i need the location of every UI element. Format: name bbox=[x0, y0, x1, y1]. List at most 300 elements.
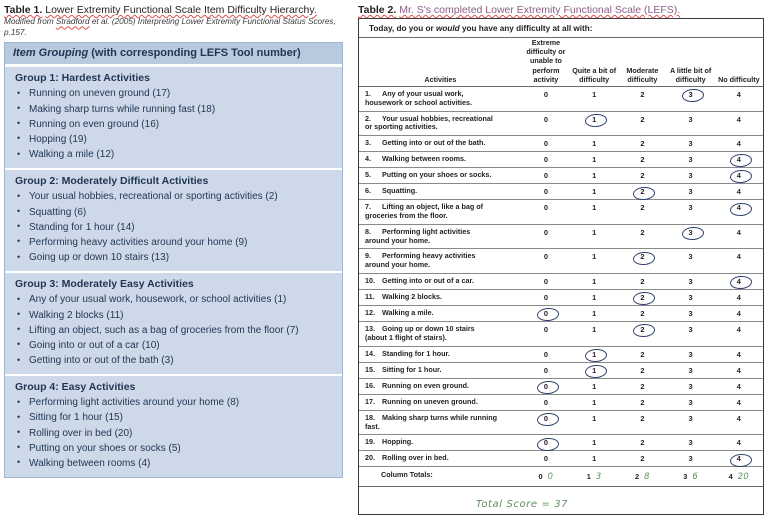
answer-value: 0 bbox=[543, 325, 548, 335]
answer-option-4[interactable] bbox=[715, 249, 763, 274]
answer-value: 2 bbox=[640, 155, 645, 165]
answer-option-1[interactable] bbox=[570, 306, 618, 322]
answer-option-0[interactable] bbox=[522, 378, 570, 394]
question-number: 12. bbox=[365, 308, 375, 318]
column-total-0 bbox=[522, 467, 570, 486]
answer-value: 1 bbox=[592, 171, 597, 181]
answer-option-3[interactable] bbox=[667, 184, 715, 200]
list-item bbox=[15, 396, 334, 411]
answer-value: 2 bbox=[640, 171, 645, 181]
question-text bbox=[359, 274, 522, 290]
column-total-1 bbox=[570, 467, 618, 486]
list-item bbox=[15, 102, 334, 117]
answer-value: 4 bbox=[736, 381, 741, 391]
answer-option-3[interactable] bbox=[667, 394, 715, 410]
question-number: 13. bbox=[365, 324, 375, 334]
answer-value: 4 bbox=[736, 438, 741, 448]
group-3-title: Group 3: Moderately Easy Activities bbox=[15, 277, 194, 290]
circled-answer: 4 bbox=[730, 455, 748, 462]
answer-value: 1 bbox=[592, 381, 597, 391]
answer-value: 0 bbox=[543, 365, 548, 375]
list-item bbox=[15, 456, 334, 471]
total-score-row bbox=[359, 487, 763, 519]
col-header-extreme: Extreme difficulty or unable to perform activity bbox=[522, 38, 570, 87]
answer-option-4[interactable] bbox=[715, 346, 763, 362]
answer-value: 2 bbox=[640, 438, 645, 448]
lefs-header-row bbox=[359, 38, 763, 87]
table2-caption-label: Table 2. bbox=[358, 4, 397, 16]
answer-option-1[interactable] bbox=[570, 200, 618, 225]
question-text bbox=[359, 451, 522, 467]
answer-option-0[interactable] bbox=[522, 87, 570, 112]
answer-option-1[interactable] bbox=[570, 136, 618, 152]
table1-body bbox=[4, 42, 343, 478]
list-item bbox=[15, 205, 334, 220]
list-item bbox=[15, 426, 334, 441]
question-label: Performing light activities bbox=[382, 226, 471, 236]
form-prompt-emphasis: would bbox=[436, 24, 460, 33]
table1-caption-label: Table 1. bbox=[4, 4, 43, 16]
question-text bbox=[359, 87, 522, 112]
answer-option-1[interactable] bbox=[570, 184, 618, 200]
circled-answer: 1 bbox=[585, 116, 603, 123]
list-item-label: Rolling over in bed (20) bbox=[29, 427, 133, 439]
group-4-title: Group 4: Easy Activities bbox=[15, 380, 136, 393]
answer-option-0[interactable] bbox=[522, 451, 570, 467]
answer-option-0[interactable] bbox=[522, 306, 570, 322]
list-item-label: Any of your usual work, housework, or school activities (1) bbox=[29, 294, 287, 306]
handwritten-total: 8 bbox=[644, 471, 650, 482]
answer-option-2[interactable] bbox=[618, 394, 666, 410]
answer-option-3[interactable] bbox=[667, 362, 715, 378]
question-label: Standing for 1 hour. bbox=[382, 348, 450, 358]
circled-answer: 2 bbox=[633, 253, 651, 260]
answer-value: 2 bbox=[640, 413, 645, 423]
answer-value: 0 bbox=[543, 114, 548, 124]
answer-option-4[interactable] bbox=[715, 322, 763, 347]
answer-value: 3 bbox=[688, 252, 693, 262]
answer-value: 4 bbox=[736, 309, 741, 319]
answer-option-2[interactable] bbox=[618, 362, 666, 378]
circled-answer: 2 bbox=[633, 188, 651, 195]
question-text bbox=[359, 378, 522, 394]
answer-option-3[interactable] bbox=[667, 378, 715, 394]
list-item-label: Getting into or out of the bath (3) bbox=[29, 355, 174, 367]
answer-value: 3 bbox=[688, 397, 693, 407]
answer-option-1[interactable] bbox=[570, 111, 618, 136]
answer-value: 0 bbox=[543, 90, 548, 100]
table1-subtitle-part2: et al. (2005) Interpreting Lower Extremity Functional Status Scores, p.157. bbox=[4, 17, 336, 37]
answer-option-2[interactable] bbox=[618, 346, 666, 362]
answer-option-3[interactable] bbox=[667, 249, 715, 274]
table2-panel bbox=[356, 0, 766, 520]
answer-value: 3 bbox=[688, 413, 693, 423]
question-number: 8. bbox=[365, 226, 371, 236]
answer-option-0[interactable] bbox=[522, 136, 570, 152]
answer-value: 0 bbox=[543, 187, 548, 197]
group-3 bbox=[5, 271, 342, 374]
list-item bbox=[15, 251, 334, 266]
answer-option-2[interactable] bbox=[618, 224, 666, 249]
question-label: Performing heavy activities bbox=[382, 251, 476, 261]
answer-option-1[interactable] bbox=[570, 410, 618, 435]
question-text bbox=[359, 410, 522, 435]
question-number: 5. bbox=[365, 170, 371, 180]
bullet-icon: • bbox=[17, 87, 21, 98]
bullet-icon: • bbox=[17, 236, 21, 247]
answer-value: 4 bbox=[736, 252, 741, 262]
answer-option-1[interactable] bbox=[570, 274, 618, 290]
question-text bbox=[359, 290, 522, 306]
question-text bbox=[359, 435, 522, 451]
question-number: 6. bbox=[365, 186, 371, 196]
answer-option-1[interactable] bbox=[570, 346, 618, 362]
answer-value: 2 bbox=[640, 381, 645, 391]
answer-option-1[interactable] bbox=[570, 362, 618, 378]
question-label-line2: housework or school activities. bbox=[365, 97, 473, 107]
answer-option-2[interactable] bbox=[618, 290, 666, 306]
answer-option-0[interactable] bbox=[522, 274, 570, 290]
answer-option-2[interactable] bbox=[618, 274, 666, 290]
question-label: Making sharp turns while running bbox=[382, 412, 498, 422]
question-number: 3. bbox=[365, 138, 371, 148]
answer-option-3[interactable] bbox=[667, 87, 715, 112]
table1-header-main: Item Grouping bbox=[13, 46, 89, 59]
answer-value: 1 bbox=[592, 454, 597, 464]
answer-value: 0 bbox=[543, 171, 548, 181]
answer-option-3[interactable] bbox=[667, 451, 715, 467]
answer-option-1[interactable] bbox=[570, 224, 618, 249]
table-row bbox=[359, 136, 763, 152]
answer-option-4[interactable] bbox=[715, 394, 763, 410]
column-total-anchor: 4 bbox=[728, 472, 733, 482]
answer-option-3[interactable] bbox=[667, 111, 715, 136]
circled-answer: 2 bbox=[633, 326, 651, 333]
answer-value: 2 bbox=[640, 139, 645, 149]
table1-header-sub: (with corresponding LEFS Tool number) bbox=[91, 46, 301, 59]
list-item bbox=[15, 411, 334, 426]
table-row bbox=[359, 394, 763, 410]
question-text bbox=[359, 249, 522, 274]
answer-value: 3 bbox=[688, 171, 693, 181]
answer-option-4[interactable] bbox=[715, 290, 763, 306]
group-1-title: Group 1: Hardest Activities bbox=[15, 71, 150, 84]
table-row bbox=[359, 224, 763, 249]
answer-value: 4 bbox=[736, 365, 741, 375]
question-label: Sitting for 1 hour. bbox=[382, 364, 442, 374]
table-row bbox=[359, 152, 763, 168]
question-number: 15. bbox=[365, 364, 375, 374]
list-item bbox=[15, 354, 334, 369]
answer-option-1[interactable] bbox=[570, 249, 618, 274]
circled-answer: 0 bbox=[537, 310, 555, 317]
list-item-label: Performing heavy activities around your home (9) bbox=[29, 236, 248, 248]
answer-option-0[interactable] bbox=[522, 394, 570, 410]
circled-answer: 3 bbox=[682, 91, 700, 98]
answer-option-4[interactable] bbox=[715, 184, 763, 200]
answer-value: 4 bbox=[736, 90, 741, 100]
question-label-line2: or sporting activities. bbox=[365, 122, 438, 132]
answer-option-3[interactable] bbox=[667, 346, 715, 362]
table-row bbox=[359, 451, 763, 467]
answer-option-0[interactable] bbox=[522, 410, 570, 435]
answer-option-0[interactable] bbox=[522, 224, 570, 249]
list-item-label: Squatting (6) bbox=[29, 206, 87, 218]
list-item bbox=[15, 323, 334, 338]
question-number: 20. bbox=[365, 453, 375, 463]
answer-option-2[interactable] bbox=[618, 435, 666, 451]
answer-value: 1 bbox=[592, 203, 597, 213]
question-label: Getting into or out of the bath. bbox=[382, 138, 486, 148]
lefs-table-head bbox=[359, 38, 763, 87]
bullet-icon: • bbox=[17, 457, 21, 468]
circled-answer: 4 bbox=[730, 278, 748, 285]
answer-option-0[interactable] bbox=[522, 346, 570, 362]
question-text bbox=[359, 346, 522, 362]
handwritten-total: 20 bbox=[737, 471, 750, 482]
answer-option-2[interactable] bbox=[618, 136, 666, 152]
answer-option-0[interactable] bbox=[522, 249, 570, 274]
bullet-icon: • bbox=[17, 133, 21, 144]
answer-option-3[interactable] bbox=[667, 290, 715, 306]
list-item-label: Running on uneven ground (17) bbox=[29, 88, 171, 100]
answer-value: 1 bbox=[592, 438, 597, 448]
question-number: 16. bbox=[365, 380, 375, 390]
answer-value: 0 bbox=[543, 397, 548, 407]
answer-option-2[interactable] bbox=[618, 184, 666, 200]
answer-value: 1 bbox=[592, 252, 597, 262]
answer-option-4[interactable] bbox=[715, 136, 763, 152]
question-number: 7. bbox=[365, 202, 371, 212]
table1-subtitle bbox=[0, 16, 347, 40]
question-text bbox=[359, 184, 522, 200]
answer-option-4[interactable] bbox=[715, 410, 763, 435]
answer-option-3[interactable] bbox=[667, 152, 715, 168]
bullet-icon: • bbox=[17, 396, 21, 407]
question-number: 9. bbox=[365, 251, 371, 261]
question-text bbox=[359, 306, 522, 322]
list-item-label: Running on even ground (16) bbox=[29, 118, 160, 130]
answer-value: 0 bbox=[543, 203, 548, 213]
question-label: Walking 2 blocks. bbox=[382, 292, 443, 302]
answer-value: 2 bbox=[640, 309, 645, 319]
answer-option-0[interactable] bbox=[522, 322, 570, 347]
bullet-icon: • bbox=[17, 118, 21, 129]
question-label-line2: around your home. bbox=[365, 235, 431, 245]
answer-option-2[interactable] bbox=[618, 249, 666, 274]
answer-option-3[interactable] bbox=[667, 306, 715, 322]
list-item-label: Walking a mile (12) bbox=[29, 149, 115, 161]
question-label: Running on even ground. bbox=[382, 380, 470, 390]
table1-panel bbox=[0, 0, 347, 520]
answer-option-2[interactable] bbox=[618, 410, 666, 435]
answer-option-2[interactable] bbox=[618, 378, 666, 394]
question-label-line2: (about 1 flight of stairs). bbox=[365, 332, 447, 342]
table-row bbox=[359, 200, 763, 225]
total-score-value: Total Score = 37 bbox=[475, 498, 569, 510]
bullet-icon: • bbox=[17, 103, 21, 114]
column-total-anchor: 3 bbox=[683, 472, 688, 482]
column-total-anchor: 2 bbox=[634, 472, 640, 482]
circled-answer: 0 bbox=[537, 383, 555, 390]
answer-option-0[interactable] bbox=[522, 168, 570, 184]
question-number: 17. bbox=[365, 396, 375, 406]
answer-option-3[interactable] bbox=[667, 168, 715, 184]
answer-option-4[interactable] bbox=[715, 451, 763, 467]
answer-value: 3 bbox=[688, 187, 693, 197]
answer-option-4[interactable] bbox=[715, 306, 763, 322]
answer-value: 3 bbox=[688, 381, 693, 391]
form-prompt-part1: Today, do you or bbox=[369, 24, 437, 33]
answer-option-4[interactable] bbox=[715, 200, 763, 225]
answer-option-1[interactable] bbox=[570, 290, 618, 306]
answer-option-0[interactable] bbox=[522, 184, 570, 200]
handwritten-total: 3 bbox=[595, 471, 602, 482]
question-text bbox=[359, 224, 522, 249]
answer-option-4[interactable] bbox=[715, 87, 763, 112]
answer-value: 3 bbox=[688, 325, 693, 335]
table-row bbox=[359, 435, 763, 451]
list-item bbox=[15, 132, 334, 147]
list-item bbox=[15, 293, 334, 308]
lefs-table bbox=[359, 38, 763, 487]
table1-subtitle-author: Stradford bbox=[55, 17, 90, 27]
bullet-icon: • bbox=[17, 206, 21, 216]
answer-option-4[interactable] bbox=[715, 111, 763, 136]
answer-option-1[interactable] bbox=[570, 152, 618, 168]
table-row bbox=[359, 290, 763, 306]
answer-option-1[interactable] bbox=[570, 451, 618, 467]
answer-value: 1 bbox=[592, 397, 597, 407]
answer-value: 4 bbox=[736, 397, 741, 407]
table-row bbox=[359, 168, 763, 184]
answer-value: 0 bbox=[543, 252, 548, 262]
question-text bbox=[359, 200, 522, 225]
table2-caption-title: Mr. S's completed Lower Extremity Functional Scale (LEFS). bbox=[399, 4, 681, 16]
answer-option-1[interactable] bbox=[570, 378, 618, 394]
question-label: Your usual hobbies, recreational bbox=[382, 113, 493, 123]
answer-value: 2 bbox=[640, 90, 645, 100]
answer-option-0[interactable] bbox=[522, 435, 570, 451]
answer-option-2[interactable] bbox=[618, 152, 666, 168]
circled-answer: 4 bbox=[730, 204, 748, 211]
answer-value: 4 bbox=[736, 114, 741, 124]
answer-option-2[interactable] bbox=[618, 306, 666, 322]
table1-caption bbox=[0, 0, 347, 16]
answer-option-3[interactable] bbox=[667, 274, 715, 290]
lefs-form bbox=[358, 18, 764, 515]
answer-value: 2 bbox=[640, 227, 645, 237]
list-item-label: Hopping (19) bbox=[29, 134, 87, 146]
question-label: Walking a mile. bbox=[382, 308, 434, 318]
answer-option-1[interactable] bbox=[570, 168, 618, 184]
list-item-label: Going up or down 10 stairs (13) bbox=[29, 252, 170, 264]
answer-option-4[interactable] bbox=[715, 362, 763, 378]
answer-option-0[interactable] bbox=[522, 152, 570, 168]
list-item bbox=[15, 148, 334, 163]
list-item-label: Your usual hobbies, recreational or sporting activities (2) bbox=[29, 191, 278, 203]
group-4 bbox=[5, 374, 342, 477]
question-number: 18. bbox=[365, 412, 375, 422]
answer-option-3[interactable] bbox=[667, 410, 715, 435]
question-number: 19. bbox=[365, 437, 375, 447]
answer-option-1[interactable] bbox=[570, 322, 618, 347]
question-number: 14. bbox=[365, 348, 375, 358]
answer-value: 0 bbox=[543, 277, 548, 287]
answer-value: 1 bbox=[592, 277, 597, 287]
answer-option-0[interactable] bbox=[522, 200, 570, 225]
answer-value: 3 bbox=[688, 365, 693, 375]
answer-option-1[interactable] bbox=[570, 394, 618, 410]
answer-option-4[interactable] bbox=[715, 168, 763, 184]
answer-option-3[interactable] bbox=[667, 322, 715, 347]
answer-option-3[interactable] bbox=[667, 435, 715, 451]
answer-option-2[interactable] bbox=[618, 111, 666, 136]
question-number: 1. bbox=[365, 89, 371, 99]
answer-option-0[interactable] bbox=[522, 362, 570, 378]
answer-option-2[interactable] bbox=[618, 87, 666, 112]
answer-option-1[interactable] bbox=[570, 435, 618, 451]
answer-option-0[interactable] bbox=[522, 290, 570, 306]
question-label: Rolling over in bed. bbox=[382, 453, 449, 463]
handwritten-total: 0 bbox=[547, 471, 554, 482]
answer-value: 0 bbox=[543, 454, 548, 464]
answer-option-3[interactable] bbox=[667, 136, 715, 152]
column-total-3 bbox=[667, 467, 715, 486]
question-text bbox=[359, 322, 522, 347]
answer-value: 3 bbox=[688, 155, 693, 165]
answer-value: 1 bbox=[592, 413, 597, 423]
answer-option-2[interactable] bbox=[618, 451, 666, 467]
answer-option-1[interactable] bbox=[570, 87, 618, 112]
answer-option-3[interactable] bbox=[667, 224, 715, 249]
question-number: 2. bbox=[365, 113, 371, 123]
handwritten-total: 6 bbox=[692, 471, 699, 482]
list-item-label: Walking between rooms (4) bbox=[29, 458, 151, 470]
answer-option-4[interactable] bbox=[715, 152, 763, 168]
answer-value: 0 bbox=[543, 139, 548, 149]
question-number: 10. bbox=[365, 276, 375, 286]
answer-option-2[interactable] bbox=[618, 168, 666, 184]
form-prompt-part2: you have any difficulty at all with: bbox=[459, 24, 593, 33]
group-1-list bbox=[15, 87, 334, 163]
table1-caption-title: Lower Extremity Functional Scale Item Difficulty Hierarchy. bbox=[45, 4, 317, 16]
answer-option-0[interactable] bbox=[522, 111, 570, 136]
table2-caption bbox=[356, 0, 766, 18]
answer-option-4[interactable] bbox=[715, 224, 763, 249]
answer-value: 2 bbox=[640, 397, 645, 407]
question-label-line2: around your home. bbox=[365, 260, 431, 270]
answer-value: 1 bbox=[592, 90, 597, 100]
answer-option-4[interactable] bbox=[715, 435, 763, 451]
answer-option-3[interactable] bbox=[667, 200, 715, 225]
answer-option-2[interactable] bbox=[618, 322, 666, 347]
circled-answer: 4 bbox=[730, 156, 748, 163]
table-row bbox=[359, 346, 763, 362]
column-total-anchor: 1 bbox=[586, 472, 591, 482]
answer-value: 2 bbox=[640, 114, 645, 124]
answer-option-4[interactable] bbox=[715, 378, 763, 394]
answer-value: 4 bbox=[736, 227, 741, 237]
answer-option-2[interactable] bbox=[618, 200, 666, 225]
form-prompt bbox=[359, 19, 763, 38]
table-row bbox=[359, 87, 763, 112]
bullet-icon: • bbox=[17, 339, 21, 350]
answer-value: 0 bbox=[543, 293, 548, 303]
group-4-list bbox=[15, 396, 334, 472]
answer-option-4[interactable] bbox=[715, 274, 763, 290]
column-total-4 bbox=[715, 467, 763, 486]
